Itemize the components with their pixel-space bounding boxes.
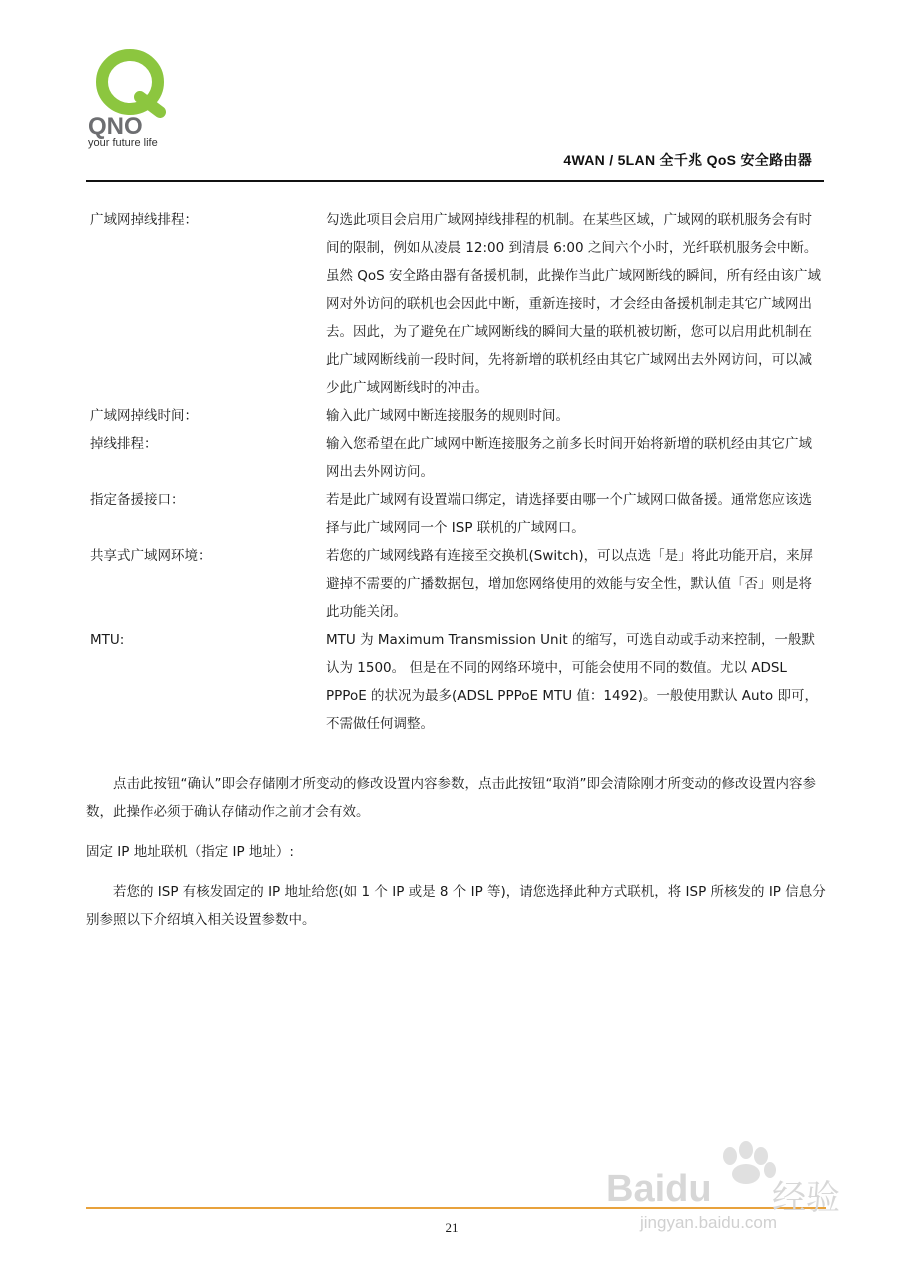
param-description: MTU 为 Maximum Transmission Unit 的缩写，可选自动或手动来控制，一般默认为 1500。 但是在不同的网络环境中，可能会使用不同的数值。尤以 ADSL PPPoE 的状况为最多(ADSL PPPoE MTU 值：1492)。一般使用默认 Auto 即可，不需做任何调整。 xyxy=(326,632,818,732)
page-number: 21 xyxy=(445,1220,459,1235)
param-label: 掉线排程： xyxy=(90,436,158,452)
header-rule xyxy=(86,180,824,182)
parameter-list xyxy=(90,206,830,738)
param-row xyxy=(90,430,830,486)
param-label: 指定备援接口： xyxy=(90,492,185,508)
watermark-cn: 经验 xyxy=(772,1178,840,1218)
confirm-cancel-paragraph: 点击此按钮“确认”即会存储刚才所变动的修改设置内容参数，点击此按钮“取消”即会清除刚才所变动的修改设置内容参数，此操作必须于确认存储动作之前才会有效。 xyxy=(86,776,816,820)
param-row xyxy=(90,626,830,738)
logo-tagline: your future life xyxy=(88,137,158,149)
param-description: 若是此广域网有设置端口绑定，请选择要由哪一个广域网口做备援。通常您应该选择与此广域网同一个 ISP 联机的广域网口。 xyxy=(326,492,812,536)
param-row xyxy=(90,402,830,430)
param-label: 共享式广域网环境： xyxy=(90,548,212,564)
param-description: 输入此广域网中断连接服务的规则时间。 xyxy=(326,408,569,424)
param-label: 广域网掉线排程： xyxy=(90,212,198,228)
logo-mark: QNO xyxy=(88,113,143,140)
static-ip-paragraph: 若您的 ISP 有核发固定的 IP 地址给您(如 1 个 IP 或是 8 个 IP 等)，请您选择此种方式联机，将 ISP 所核发的 IP 信息分别参照以下介绍填入相关设置参数中。 xyxy=(86,884,826,928)
param-label: MTU: xyxy=(90,632,125,648)
param-description: 勾选此项目会启用广域网掉线排程的机制。在某些区域，广域网的联机服务会有时间的限制，例如从凌晨 12:00 到清晨 6:00 之间六个小时，光纤联机服务会中断。虽然 QoS 安全路由器有备援机制，此操作当此广域网断线的瞬间，所有经由该广域网对外访问的联机也会因此中断，重新连接时，才会经由备援机制走其它广域网出去。因此，为了避免在广域网断线的瞬间大量的联机被切断，您可以启用此机制在此广域网断线前一段时间，先将新增的联机经由其它广域网出去外网访问，可以减少此广域网断线时的冲击。 xyxy=(326,212,822,396)
param-description: 输入您希望在此广域网中断连接服务之前多长时间开始将新增的联机经由其它广域网出去外网访问。 xyxy=(326,436,812,480)
watermark-url: jingyan.baidu.com xyxy=(640,1213,778,1232)
param-row xyxy=(90,542,830,626)
param-label: 广域网掉线时间： xyxy=(90,408,198,424)
watermark-brand: Baidu xyxy=(606,1168,712,1210)
param-row xyxy=(90,486,830,542)
param-description: 若您的广域网线路有连接至交换机(Switch)，可以点选「是」将此功能开启，来屏避掉不需要的广播数据包，增加您网络使用的效能与安全性，默认值「否」则是将此功能关闭。 xyxy=(326,548,814,620)
param-row xyxy=(90,206,830,402)
document-title: 4WAN / 5LAN 全千兆 QoS 安全路由器 xyxy=(563,152,812,168)
qno-logo xyxy=(88,42,188,152)
section-heading: 固定 IP 地址联机（指定 IP 地址）: xyxy=(86,844,294,860)
